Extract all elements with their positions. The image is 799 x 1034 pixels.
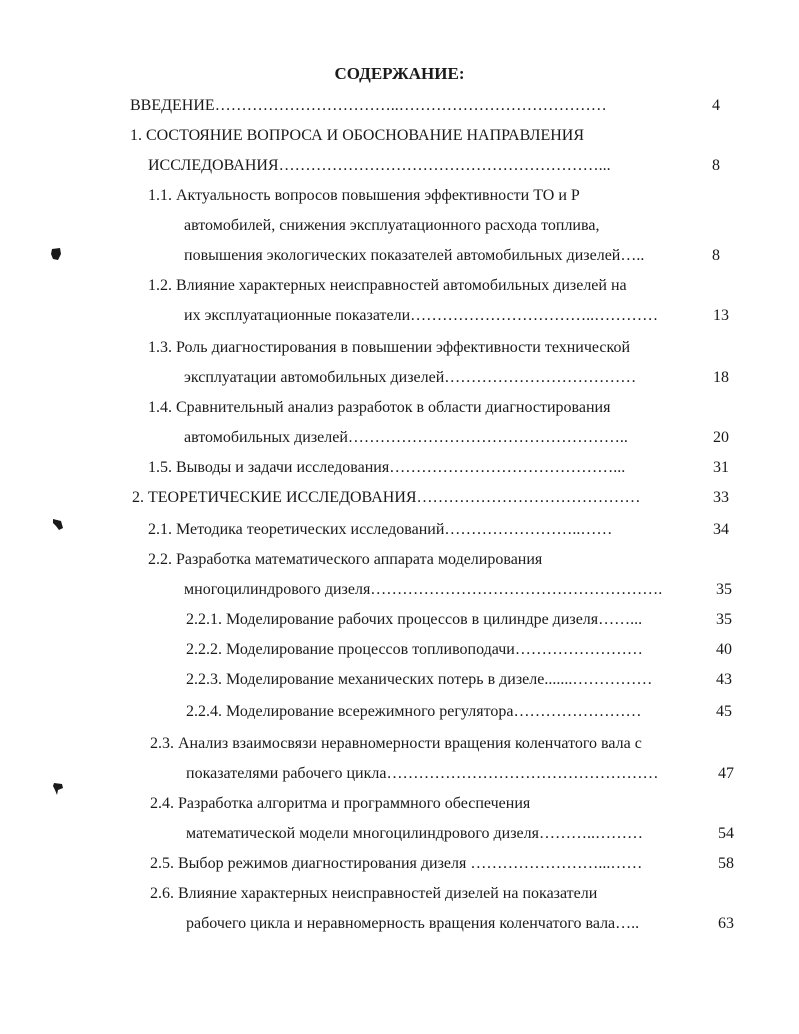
toc-page-2-4: 54: [718, 825, 734, 842]
toc-page-2: 33: [713, 489, 729, 506]
toc-page-2-1: 34: [713, 521, 729, 538]
toc-entry-1-3-cont: эксплуатации автомобильных дизелей………………………………: [184, 369, 637, 386]
toc-page-1-2: 13: [713, 307, 729, 324]
toc-page-1-4: 20: [713, 429, 729, 446]
toc-page-2-2-3: 43: [716, 671, 732, 688]
toc-page-1-1: 8: [712, 247, 720, 264]
toc-entry-1-1-cont-a: автомобилей, снижения эксплуатационного расхода топлива,: [184, 217, 600, 234]
toc-entry-2-4: 2.4. Разработка алгоритма и программного обеспечения: [150, 795, 531, 812]
toc-entry-1-3: 1.3. Роль диагностирования в повышении эффективности технической: [148, 339, 630, 356]
toc-entry-1-4-cont: автомобильных дизелей……………………………………………..: [184, 429, 628, 446]
toc-entry-2-3-cont: показателями рабочего цикла……………………………………………: [186, 765, 659, 782]
toc-entry-1: 1. СОСТОЯНИЕ ВОПРОСА И ОБОСНОВАНИЕ НАПРАВЛЕНИЯ: [130, 127, 585, 144]
toc-entry-2-6: 2.6. Влияние характерных неисправностей дизелей на показатели: [150, 885, 598, 902]
toc-page-1-3: 18: [713, 369, 729, 386]
toc-entry-2-2-1: 2.2.1. Моделирование рабочих процессов в цилиндре дизеля……...: [186, 611, 643, 628]
toc-page-2-3: 47: [718, 765, 734, 782]
toc-entry-1-cont: ИССЛЕДОВАНИЯ……………………………………………………...: [148, 157, 611, 174]
toc-entry-2-4-cont: математической модели многоцилиндрового дизеля………..………: [186, 825, 643, 842]
toc-page-2-2: 35: [716, 581, 732, 598]
toc-entry-2-5: 2.5. Выбор режимов диагностирования дизеля ……………………...……: [150, 855, 643, 872]
toc-entry-1-1-cont-b: повышения экологических показателей автомобильных дизелей…..: [184, 247, 645, 264]
toc-entry-1-2: 1.2. Влияние характерных неисправностей автомобильных дизелей на: [148, 277, 627, 294]
toc-page-1-5: 31: [713, 459, 729, 476]
toc-page-2-2-1: 35: [716, 611, 732, 628]
toc-entry-2-6-cont: рабочего цикла и неравномерность вращения коленчатого вала…..: [186, 915, 640, 932]
toc-page-2-2-4: 45: [716, 703, 732, 720]
toc-entry-2-2-2: 2.2.2. Моделирование процессов топливоподачи……………………: [186, 641, 643, 658]
toc-entry-2-2: 2.2. Разработка математического аппарата моделирования: [148, 551, 543, 568]
toc-entry-2: 2. ТЕОРЕТИЧЕСКИЕ ИССЛЕДОВАНИЯ……………………………………: [132, 489, 641, 506]
toc-page-intro: 4: [712, 97, 720, 114]
scan-blot-mark: [52, 782, 64, 796]
toc-page-2-6: 63: [718, 915, 734, 932]
toc-entry-2-2-4: 2.2.4. Моделирование всережимного регулятора……………………: [186, 703, 642, 720]
toc-entry-1-2-cont: их эксплуатационные показатели……………………………..…………: [184, 307, 659, 324]
toc-entry-1-5: 1.5. Выводы и задачи исследования……………………………………...: [148, 459, 626, 476]
toc-entry-2-3: 2.3. Анализ взаимосвязи неравномерности вращения коленчатого вала с: [150, 735, 642, 752]
toc-page-2-5: 58: [718, 855, 734, 872]
toc-entry-2-1: 2.1. Методика теоретических исследований……………………..……: [148, 521, 613, 538]
toc-entry-1-4: 1.4. Сравнительный анализ разработок в области диагностирования: [148, 399, 611, 416]
toc-entry-intro: ВВЕДЕНИЕ……………………………..…………………………………: [130, 97, 607, 114]
page-title: СОДЕРЖАНИЕ:: [334, 64, 465, 83]
toc-entry-2-2-3: 2.2.3. Моделирование механических потерь в дизеле.......……………: [186, 671, 653, 688]
scan-blot-mark: [50, 247, 62, 261]
toc-entry-2-2-cont: многоцилиндрового дизеля……………………………………………….: [184, 581, 663, 598]
scan-blot-mark: [52, 518, 64, 532]
toc-page-2-2-2: 40: [716, 641, 732, 658]
toc-page-1: 8: [712, 157, 720, 174]
toc-entry-1-1: 1.1. Актуальность вопросов повышения эффективности ТО и Р: [148, 187, 580, 204]
